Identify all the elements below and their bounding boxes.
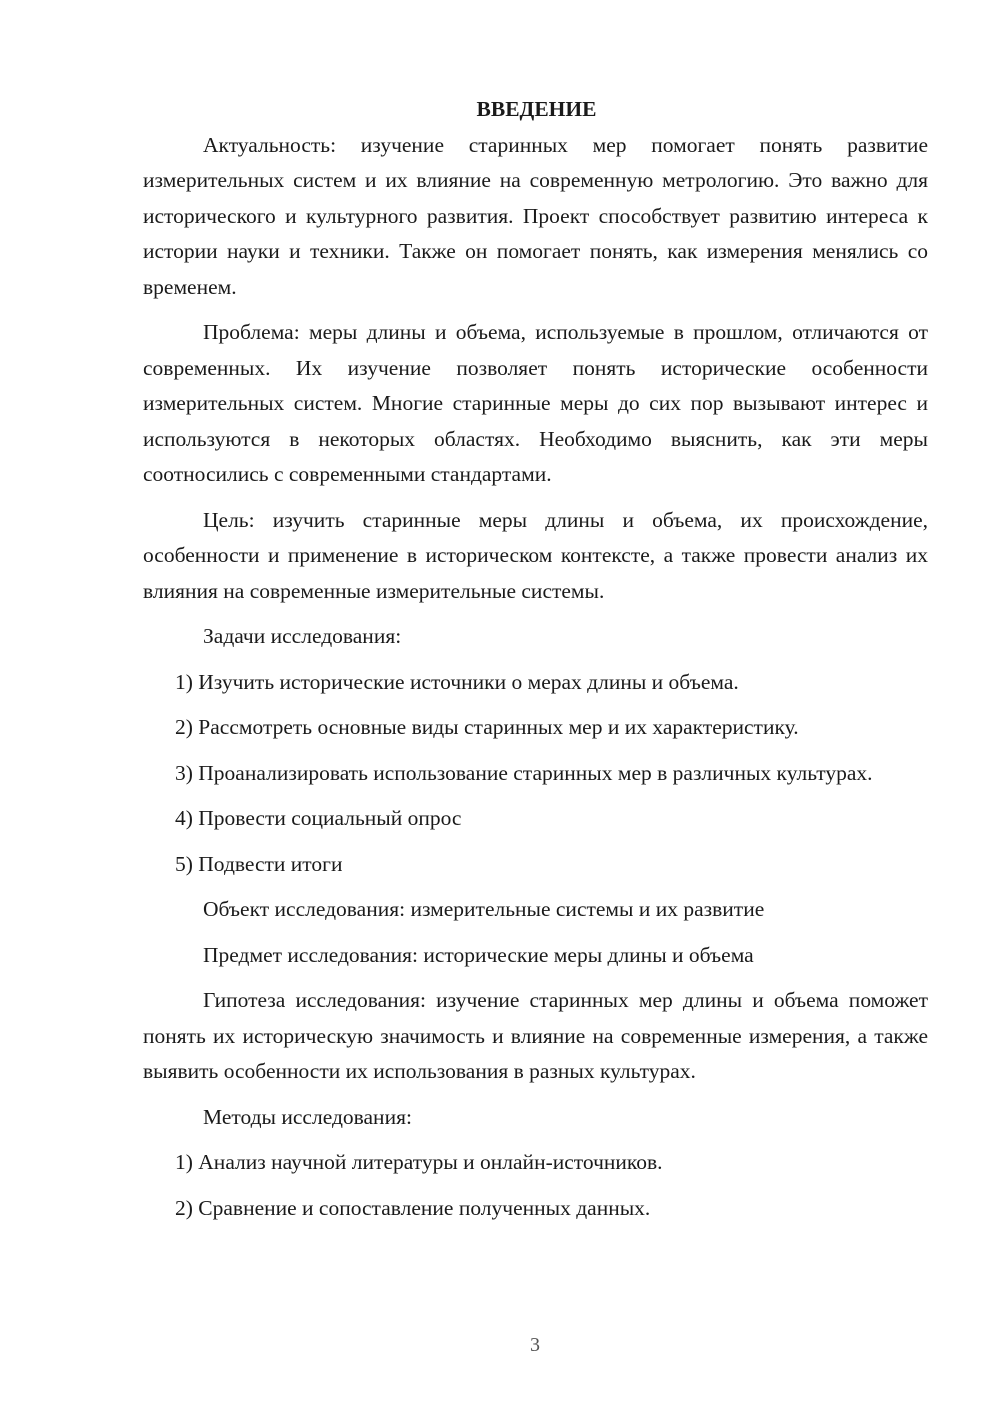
paragraph-subject: Предмет исследования: исторические меры длины и объема (203, 942, 754, 967)
paragraph-goal: Цель: изучить старинные меры длины и объема, их происхождение, особенности и применение в историческом контексте, а также провести анализ их влияния на современные измерительные системы. (143, 507, 928, 603)
list-item-task-3: 3) Проанализировать использование старинных мер в различных культурах. (175, 760, 873, 785)
paragraph-problem: Проблема: меры длины и объема, используемые в прошлом, отличаются от современных. Их изучение позволяет понять исторические особенности измерительных систем. Многие старинные меры до сих пор вызывают интерес и используются в некоторых областях. Необходимо выяснить, как эти меры соотносились с современными стандартами. (143, 320, 928, 486)
paragraph-relevance: Актуальность: изучение старинных мер помогает понять развитие измерительных систем и их влияние на современную метрологию. Это важно для исторического и культурного развития. Проект способствует развитию интереса к истории науки и техники. Также он помогает понять, как измерения менялись со временем. (143, 132, 928, 299)
page-number: 3 (530, 1334, 540, 1356)
paragraph-tasks-heading: Задачи исследования: (203, 624, 402, 648)
document-page (143, 92, 928, 1236)
paragraph-methods-heading: Методы исследования: (203, 1104, 412, 1129)
list-item-method-1: 1) Анализ научной литературы и онлайн-источников. (175, 1150, 663, 1174)
list-item-task-2: 2) Рассмотреть основные виды старинных мер и их характеристику. (175, 715, 799, 739)
list-item-task-1: 1) Изучить исторические источники о мерах длины и объема. (175, 669, 739, 694)
list-item-task-4: 4) Провести социальный опрос (175, 806, 462, 830)
section-title: ВВЕДЕНИЕ (476, 97, 597, 121)
paragraph-hypothesis: Гипотеза исследования: изучение старинных мер длины и объема поможет понять их историческую значимость и влияние на современные измерения, а также выявить особенности их использования в разных культурах. (143, 988, 928, 1083)
list-item-task-5: 5) Подвести итоги (175, 851, 343, 876)
paragraph-object: Объект исследования: измерительные системы и их развитие (203, 897, 765, 921)
list-item-method-2: 2) Сравнение и сопоставление полученных данных. (175, 1195, 651, 1220)
